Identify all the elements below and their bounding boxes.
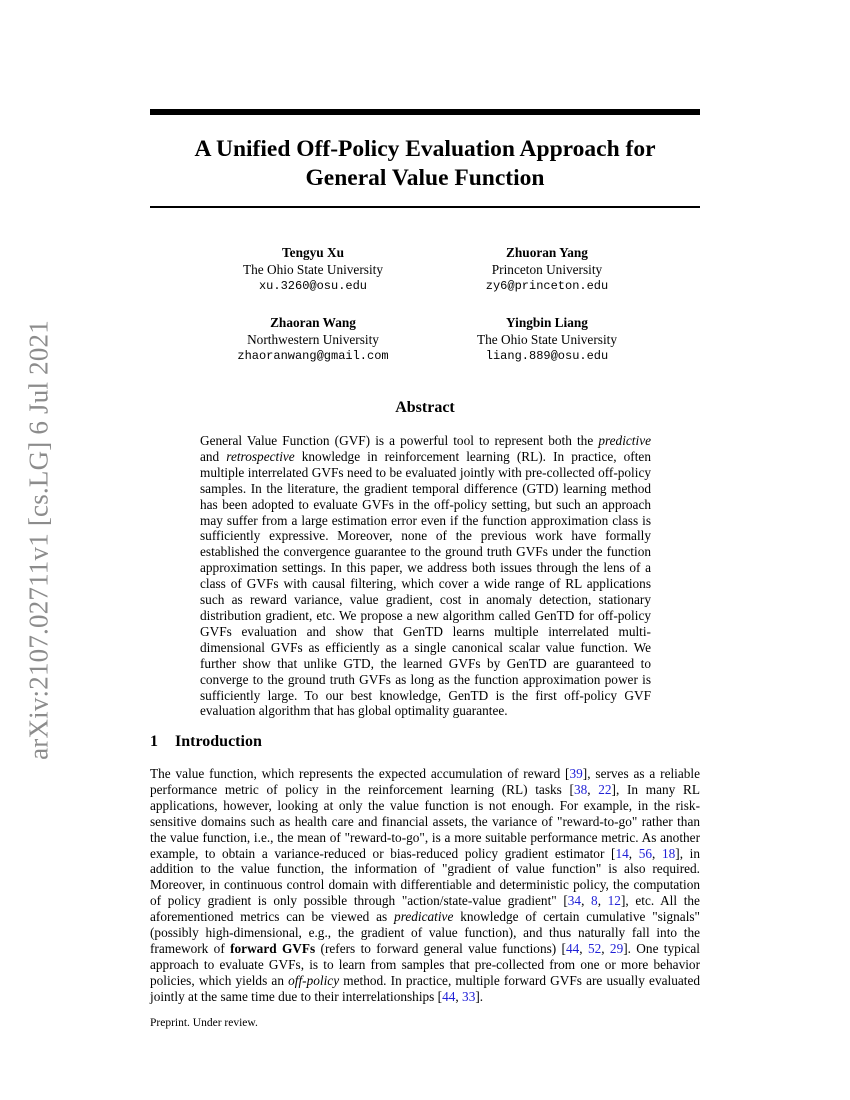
title-line-2: General Value Function (305, 165, 545, 191)
section-title: Introduction (175, 733, 262, 750)
abstract-text-part: knowledge in reinforcement learning (RL). In practice, often multiple interrelated GVFs need to be evaluated jointly with pre-collected off-policy samples. In the literature, the gradient temporal difference (GTD) learning method has been adopted to evaluate GVFs in the off-policy setting, but such an approach may suffer from a large estimation error even if the function approximation class is sufficiently expressive. Moreover, none of the previous work have formally established the convergence guarantee to the ground truth GVFs under the function approximation settings. In this paper, we address both issues through the lens of a class of GVFs with causal filtering, which cover a wide range of RL applications such as reward variance, value gradient, cost in anomaly detection, stationary distribution gradient, etc. We propose a new algorithm called GenTD for off-policy GVFs evaluation and show that GenTD learns multiple interrelated multi-dimensional GVFs as efficiently as a single canonical scalar value function. We further show that unlike GTD, the learned GVFs by GenTD are guaranteed to converge to the ground truth GVFs as long as the function approximation power is sufficiently large. To our best knowledge, GenTD is the first off-policy GVF evaluation algorithm that has global optimality guarantee. (200, 448, 651, 719)
intro-text: , (601, 940, 610, 956)
intro-text: , (579, 940, 588, 956)
title-top-rule (150, 109, 700, 115)
author-name: Yingbin Liang (506, 315, 588, 330)
author-affiliation: Princeton University (491, 262, 603, 277)
author-email[interactable]: liang.889@osu.edu (485, 349, 609, 363)
intro-text: ]. One typical approach to evaluate GVFs, is to learn from samples that pre-collected from one or more behavior policies, which yields an (150, 940, 700, 988)
citation-link[interactable]: 34 (567, 893, 582, 909)
intro-text: ], serves as a reliable performance metric of policy in the reinforcement learning (RL) tasks [ (150, 766, 701, 797)
author-name: Zhaoran Wang (270, 315, 356, 330)
citation-link[interactable]: 18 (661, 845, 676, 861)
intro-text: knowledge of certain cumulative "signals" (possibly high-dimensional, e.g., the gradient of value function), and thus naturally fall into the framework of (150, 909, 700, 956)
citation-link[interactable]: 14 (615, 845, 629, 861)
intro-text: ], in addition to the value function, the information of "gradient of value function" is also required. Moreover, in continuous control domain with differentiable and deterministic policy, the computation of policy gradient is only possible through "action/state-value gradient" [ (150, 845, 700, 909)
author-affiliation: Northwestern University (247, 332, 379, 347)
author-block (417, 314, 677, 365)
abstract-text (200, 433, 651, 719)
intro-text: , (652, 845, 662, 861)
intro-emphasis: off-policy (288, 972, 340, 988)
intro-text: , (587, 781, 599, 797)
author-name: Zhuoran Yang (506, 245, 588, 260)
abstract-heading: Abstract (395, 399, 455, 416)
author-name: Tengyu Xu (282, 245, 344, 260)
author-block (417, 244, 677, 295)
paper-title (150, 135, 700, 193)
author-affiliation: The Ohio State University (243, 262, 383, 277)
citation-link[interactable]: 12 (607, 893, 621, 909)
introduction-paragraph (150, 766, 700, 1005)
citation-link[interactable]: 39 (569, 766, 583, 781)
author-email[interactable]: zy6@princeton.edu (485, 279, 609, 293)
intro-text: ], etc. All the aforementioned metrics can be viewed as (150, 893, 700, 925)
title-line-1: A Unified Off-Policy Evaluation Approach for (194, 136, 656, 162)
author-block (183, 244, 443, 295)
citation-link[interactable]: 56 (638, 845, 652, 861)
citation-link[interactable]: 8 (591, 893, 598, 909)
intro-bold-term: forward GVFs (230, 940, 316, 956)
intro-text: (refers to forward general value functions) [ (315, 940, 566, 956)
footer-note: Preprint. Under review. (150, 1017, 258, 1029)
citation-link[interactable]: 52 (587, 940, 602, 956)
title-bottom-rule (150, 206, 700, 208)
author-email[interactable]: xu.3260@osu.edu (258, 279, 368, 293)
citation-link[interactable]: 22 (598, 781, 612, 797)
intro-text: , (628, 845, 639, 861)
intro-text: method. In practice, multiple forward GVFs are usually evaluated jointly at the same time due to their interrelationships [ (150, 972, 700, 1004)
author-block (183, 314, 443, 365)
intro-text: , (597, 893, 608, 909)
abstract-text-part: and (200, 448, 227, 464)
author-affiliation: The Ohio State University (477, 332, 617, 347)
intro-emphasis: predicative (394, 909, 454, 925)
abstract-emphasis: retrospective (226, 448, 295, 464)
arxiv-identifier: arXiv:2107.02711v1 [cs.LG] 6 Jul 2021 (23, 320, 54, 760)
citation-link[interactable]: 33 (462, 988, 476, 1004)
intro-text: ], In many RL applications, however, looking at only the value function is not enough. For example, in the risk-sensitive domains such as health care and financial assets, the variance of "reward-to-go" rather than the value function, i.e., the mean of "reward-to-go", is a more suitable performance metric. As another example, to obtain a variance-reduced or bias-reduced policy gradient estimator [ (150, 781, 700, 861)
author-email[interactable]: zhaoranwang@gmail.com (237, 349, 389, 363)
intro-text: The value function, which represents the expected accumulation of reward [ (150, 766, 570, 781)
citation-link[interactable]: 29 (609, 940, 624, 956)
citation-link[interactable]: 44 (442, 988, 456, 1004)
intro-text: , (455, 988, 463, 1004)
section-heading (150, 733, 262, 751)
intro-text: , (581, 893, 592, 909)
abstract-emphasis: predictive (598, 433, 651, 448)
intro-text: ]. (475, 988, 484, 1004)
abstract-text-part: General Value Function (GVF) is a powerful tool to represent both the (200, 433, 599, 448)
citation-link[interactable]: 38 (573, 781, 588, 797)
section-number: 1 (150, 733, 158, 750)
citation-link[interactable]: 44 (565, 940, 580, 956)
